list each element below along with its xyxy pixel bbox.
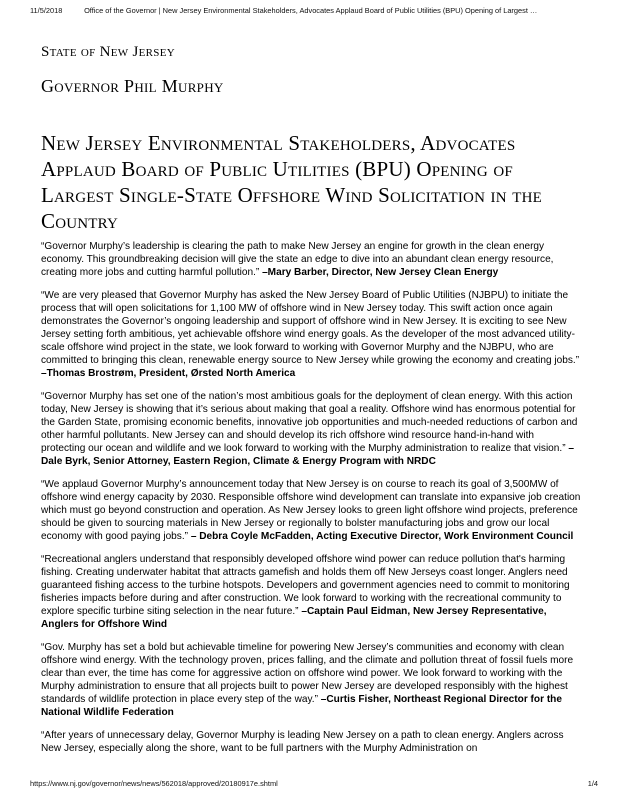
quote-text: “Governor Murphy has set one of the nation’s most ambitious goals for the deployment of clean energy. With this action today, New Jersey is showing that it’s serious about making that goal a reality. Offshore wind has enormous potential for the Garden State, promising economic benefits, innovative job opportunities and much-needed reductions of carbon and other harmful pollutants. New Jersey can and should develop its rich offshore wind resource hand-in-hand with protecting our ocean and wildlife and we look forward to working with the Murphy administration to realize that vision.” [41, 391, 578, 454]
quote-paragraph [41, 729, 581, 755]
quote-text: “Governor Murphy’s leadership is clearing the path to make New Jersey an engine for growth in the clean energy economy. This groundbreaking decision will give the state an edge to dive into an abundant clean energy resource, creating more jobs and cutting harmful pollution.” [41, 241, 554, 278]
print-date: 11/5/2018 [30, 6, 63, 15]
state-label[interactable]: State of New Jersey [41, 44, 175, 60]
quote-attribution: – Dale Byrk, Senior Attorney, Eastern Region, Climate & Energy Program with NRDC [41, 443, 575, 467]
article-body [41, 240, 581, 765]
quote-attribution: –Mary Barber, Director, New Jersey Clean Energy [262, 267, 499, 278]
quote-paragraph [41, 289, 581, 380]
quote-paragraph [41, 641, 581, 719]
quote-text: “We applaud Governor Murphy’s announcement today that New Jersey is on course to reach its goal of 3,500MW of offshore wind energy capacity by 2030. Responsible offshore wind development can translate into expansive job creation which must go beyond construction and operation. As New Jersey looks to green light offshore wind projects, preference should be given to sourcing materials in New Jersey or regionally to bolster manufacturing jobs and grow our local economy with good paying jobs.” [41, 479, 581, 542]
quote-paragraph [41, 390, 581, 468]
quote-paragraph [41, 240, 581, 279]
page-url: https://www.nj.gov/governor/news/news/562018/approved/20180917e.shtml [30, 779, 278, 788]
print-footer [30, 779, 598, 788]
quote-text: “We are very pleased that Governor Murphy has asked the New Jersey Board of Public Utilities (NJBPU) to initiate the process that will open solicitations for 1,100 MW of offshore wind in New Jersey today. This swift action once again demonstrates the Governor’s ongoing leadership and support of offshore wind in New Jersey. It is exciting to see New Jersey setting forth ambitious, yet achievable offshore wind energy goals. As the developer of the most advanced utility-scale offshore wind project in the state, we look forward to working with Governor Murphy and the NJBPU, who are committed to bringing this clean, renewable energy source to New Jersey while growing the economy and creating jobs.” [41, 290, 580, 366]
quote-text: “After years of unnecessary delay, Governor Murphy is leading New Jersey on a path to clean energy. Anglers across New Jersey, especially along the shore, want to be full partners with the Murphy Administration on [41, 730, 564, 754]
quote-attribution: –Curtis Fisher, Northeast Regional Director for the National Wildlife Federation [41, 694, 562, 718]
print-title: Office of the Governor | New Jersey Environmental Stakeholders, Advocates Applaud Board of Public Utilities (BPU) Opening of Largest … [84, 6, 538, 15]
quote-attribution: –Captain Paul Eidman, New Jersey Representative, Anglers for Offshore Wind [41, 606, 547, 630]
print-header [30, 6, 598, 15]
quote-attribution: –Thomas Brostrøm, President, Ørsted North America [41, 368, 296, 379]
article-headline: New Jersey Environmental Stakeholders, Advocates Applaud Board of Public Utilities (BPU) Opening of Largest Single-State Offshore Wind Solicitation in the Country [41, 131, 542, 233]
quote-paragraph [41, 553, 581, 631]
quote-text: “Gov. Murphy has set a bold but achievable timeline for powering New Jersey’s communities and economy with clean offshore wind energy. With the technology proven, prices falling, and the climate and pollution threat of fossil fuels more clear than ever, the time has come for aggressive action on offshore wind power. We look forward to working with the Murphy administration to ensure that all projects built to power New Jersey are developed responsibly with the highest standards of wildlife protection in place every step of the way.” [41, 642, 574, 705]
page-number: 1/4 [587, 779, 598, 788]
governor-label[interactable]: Governor Phil Murphy [41, 76, 224, 96]
quote-paragraph [41, 478, 581, 543]
quote-attribution: – Debra Coyle McFadden, Acting Executive Director, Work Environment Council [190, 531, 574, 542]
quote-text: “Recreational anglers understand that responsibly developed offshore wind power can reduce pollution that's harming fishing. Creating underwater habitat that attracts gamefish and holds them off New Jerseys coast longer. Anglers need guaranteed fishing access to the turbine hotspots. Developers and government agencies need to commit to monitoring fisheries impacts before during and after construction. We look forward to working with the recreational community to explore specific turbine siting selection in the near future.” [41, 554, 570, 617]
